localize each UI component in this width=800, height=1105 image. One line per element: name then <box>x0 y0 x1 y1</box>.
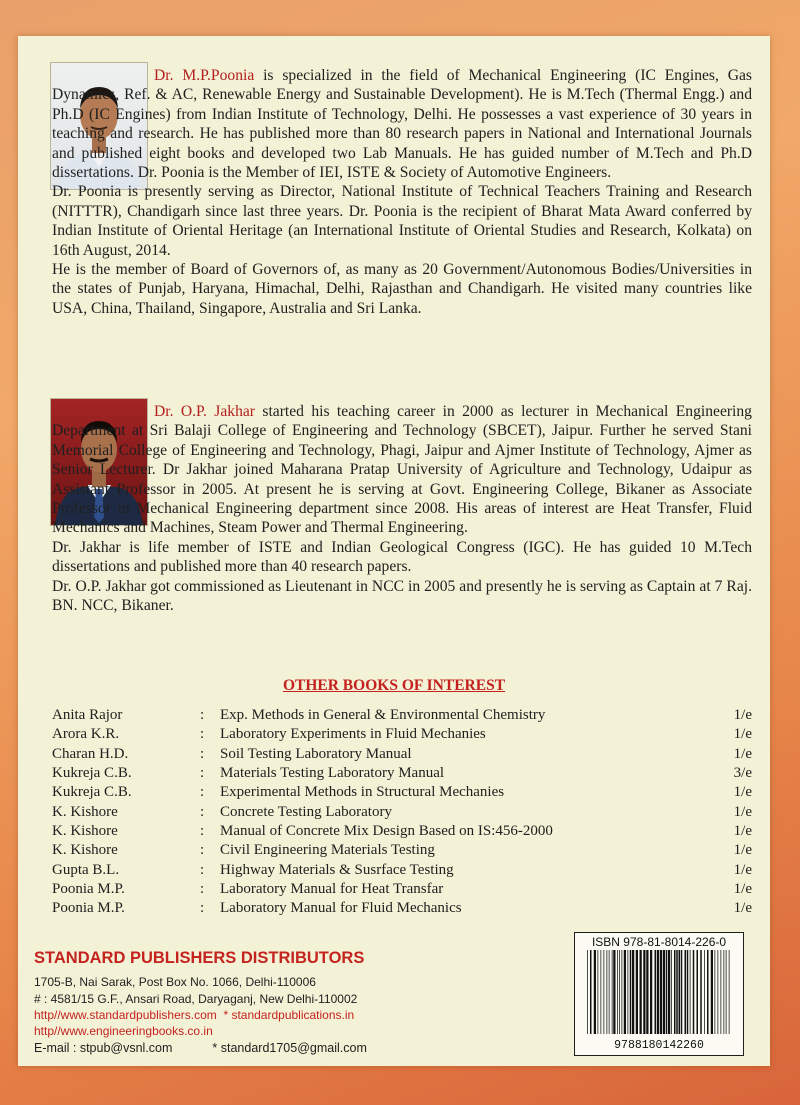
barcode-bar <box>609 950 610 1034</box>
barcode-bar <box>685 950 687 1034</box>
book-edition: 1/e <box>733 803 752 820</box>
book-author: Poonia M.P. <box>52 880 125 897</box>
book-separator: : <box>200 822 205 839</box>
barcode-bar <box>655 950 657 1034</box>
book-title: Laboratory Manual for Heat Transfar <box>220 880 444 897</box>
book-author: Poonia M.P. <box>52 900 125 917</box>
barcode-bar <box>622 950 623 1034</box>
book-author: Kukreja C.B. <box>52 784 132 801</box>
barcode-bar <box>601 950 602 1034</box>
barcode-bar <box>676 950 678 1034</box>
barcode-bar <box>666 950 668 1034</box>
barcode-bar <box>646 950 648 1034</box>
barcode-bar <box>643 950 645 1034</box>
author-name-poonia: Dr. M.P.Poonia <box>154 67 255 84</box>
bio-poonia <box>52 66 752 318</box>
books-table <box>52 706 752 918</box>
book-edition: 1/e <box>733 900 752 917</box>
barcode-bar <box>628 950 629 1034</box>
barcode-bar <box>671 950 672 1034</box>
book-separator: : <box>200 842 205 859</box>
publisher-email-line <box>34 1041 367 1055</box>
barcode-bar <box>617 950 618 1034</box>
isbn-label: ISBN 978-81-8014-226-0 <box>591 935 727 949</box>
book-row <box>52 764 752 783</box>
barcode-bar <box>632 950 634 1034</box>
barcode-bar <box>681 950 683 1034</box>
book-title: Concrete Testing Laboratory <box>220 803 392 820</box>
book-edition: 1/e <box>733 842 752 859</box>
barcode-graphic <box>585 950 733 1036</box>
bio-jakhar <box>52 402 752 615</box>
barcode-bar <box>711 950 713 1034</box>
barcode-bar <box>726 950 727 1034</box>
barcode-bar <box>657 950 659 1034</box>
barcode-bar <box>700 950 702 1034</box>
barcode-bar <box>613 950 615 1034</box>
bio-poonia-para2: Dr. Poonia is presently serving as Director, National Institute of Technical Teachers Training and Research (NITTTR), Chandigarh since last three years. Dr. Poonia is the recipient of Bharat Mata Award conferred by Indian Institute of Oriental Heritage (an International Institute of Oriental Studies and Research, Kolkata) on 16th August, 2014. <box>52 183 752 259</box>
other-books-heading: OTHER BOOKS OF INTEREST <box>282 677 506 694</box>
book-edition: 1/e <box>733 880 752 897</box>
barcode-bar <box>679 950 681 1034</box>
book-author: Kukreja C.B. <box>52 765 132 782</box>
book-edition: 3/e <box>733 765 752 782</box>
bio-jakhar-para1: Dr. O.P. Jakhar started his teaching career in 2000 as lecturer in Mechanical Engineering Department at Sri Balaji College of Engineering and Technology (SBCET), Jaipur. Further he served Stani Memorial College of Engineering and Technology, Phagi, Jaipur and Ajmer Institute of Technology, Ajmer as Senior Lecturer. Dr Jakhar joined Maharana Pratap University of Agriculture and Technology, Udaipur as Assistant Professor in 2005. At present he is serving at Govt. Engineering College, Bikaner as Associate Professor in Mechanical Engineering department since 2008. His areas of interest are Heat Transfer, Fluid Mechanics and Machines, Steam Power and Thermal Engineering. <box>52 403 752 537</box>
book-author: K. Kishore <box>52 803 118 820</box>
barcode-bar <box>660 950 662 1034</box>
book-title: Experimental Methods in Structural Mechanies <box>220 784 505 801</box>
publisher-website-1b[interactable]: * standardpublications.in <box>223 1008 355 1022</box>
book-separator: : <box>200 726 205 743</box>
book-title: Highway Materials & Susrface Testing <box>220 861 454 878</box>
book-separator: : <box>200 803 205 820</box>
barcode-bar <box>650 950 652 1034</box>
book-separator: : <box>200 861 205 878</box>
barcode-bar <box>715 950 716 1034</box>
book-author: Arora K.R. <box>52 726 120 743</box>
barcode-bar <box>724 950 725 1034</box>
publisher-website-1[interactable]: http//www.standardpublishers.com <box>34 1008 217 1022</box>
publisher-website-2[interactable]: http//www.engineeringbooks.co.in <box>34 1024 213 1038</box>
publisher-email[interactable]: E-mail : stpub@vsnl.com <box>34 1041 173 1055</box>
barcode-number: 9788180142260 <box>614 1039 704 1052</box>
book-row <box>52 725 752 744</box>
barcode-bar <box>721 950 722 1034</box>
publisher-address-1: 1705-B, Nai Sarak, Post Box No. 1066, Delhi-110006 <box>34 975 316 989</box>
barcode-bar <box>624 950 626 1034</box>
barcode-bar <box>640 950 642 1034</box>
barcode-bar <box>690 950 691 1034</box>
book-author: Charan H.D. <box>52 745 129 762</box>
book-row <box>52 841 752 860</box>
book-author: Gupta B.L. <box>52 861 120 878</box>
book-title: Materials Testing Laboratory Manual <box>220 765 445 782</box>
barcode-bar <box>668 950 670 1034</box>
barcode-bar <box>697 950 699 1034</box>
book-title: Laboratory Manual for Fluid Mechanics <box>220 900 462 917</box>
barcode-bar <box>729 950 730 1034</box>
book-title: Laboratory Experiments in Fluid Mechanies <box>220 726 486 743</box>
book-separator: : <box>200 745 205 762</box>
publisher-email-2[interactable]: * standard1705@gmail.com <box>212 1041 367 1055</box>
barcode-bar <box>663 950 665 1034</box>
book-separator: : <box>200 880 205 897</box>
book-title: Exp. Methods in General & Environmental Chemistry <box>220 707 546 724</box>
bio-poonia-para3: He is the member of Board of Governors of, as many as 20 Government/Autonomous Bodies/Universities in the states of Punjab, Haryana, Himachal, Delhi, Rajasthan and Chandigarh. He visited many countries like USA, China, Thailand, Singapore, Australia and Sri Lanka. <box>52 261 752 317</box>
bio-jakhar-para2: Dr. Jakhar is life member of ISTE and Indian Geological Congress (IGC). He has guided 10 M.Tech dissertations and published more than 40 research papers. <box>52 538 752 576</box>
barcode-bar <box>619 950 620 1034</box>
publisher-name: STANDARD PUBLISHERS DISTRIBUTORS <box>34 949 365 967</box>
isbn-barcode-box <box>574 932 744 1056</box>
bio-jakhar-para3: Dr. O.P. Jakhar got commissioned as Lieutenant in NCC in 2005 and presently he is serving as Captain at 7 Raj. BN. NCC, Bikaner. <box>52 577 752 615</box>
book-row <box>52 880 752 899</box>
barcode-bar <box>598 950 599 1034</box>
publisher-address-2: # : 4581/15 G.F., Ansari Road, Daryaganj, New Delhi-110002 <box>34 992 358 1006</box>
barcode-bar <box>674 950 676 1034</box>
barcode-bar <box>693 950 695 1034</box>
book-row <box>52 899 752 918</box>
book-row <box>52 860 752 879</box>
book-title: Civil Engineering Materials Testing <box>220 842 435 859</box>
book-row <box>52 783 752 802</box>
back-cover-panel <box>18 36 770 1066</box>
book-row <box>52 745 752 764</box>
publisher-website-line <box>34 1008 354 1022</box>
book-separator: : <box>200 900 205 917</box>
book-title: Manual of Concrete Mix Design Based on IS:456-2000 <box>220 822 553 839</box>
book-edition: 1/e <box>733 707 752 724</box>
barcode-bar <box>630 950 632 1034</box>
book-title: Soil Testing Laboratory Manual <box>220 745 412 762</box>
barcode-bar <box>604 950 605 1034</box>
barcode-bar <box>636 950 638 1034</box>
barcode-bar <box>594 950 596 1034</box>
book-edition: 1/e <box>733 861 752 878</box>
book-separator: : <box>200 765 205 782</box>
book-author: Anita Rajor <box>52 707 123 724</box>
barcode-bar <box>687 950 689 1034</box>
book-author: K. Kishore <box>52 822 118 839</box>
book-row <box>52 822 752 841</box>
book-row <box>52 706 752 725</box>
book-author: K. Kishore <box>52 842 118 859</box>
barcode-bar <box>590 950 592 1034</box>
bio-poonia-para1: Dr. M.P.Poonia is specialized in the field of Mechanical Engineering (IC Engines, Gas Dynamics, Ref. & AC, Renewable Energy and Sustainable Development). He is M.Tech (Thermal Engg.) and Ph.D (IC Engines) from Indian Institute of Technology, Delhi. He possesses a vast experience of 30 years in teaching and research. He has published more than 80 research papers in National and International Journals and published eight books and developed two Lab Manuals. He has guided number of M.Tech and Ph.D dissertations. Dr. Poonia is the Member of IEI, ISTE & Society of Automotive Engineers. <box>52 67 752 182</box>
book-separator: : <box>200 784 205 801</box>
barcode-bar <box>704 950 705 1034</box>
barcode-bar <box>707 950 709 1034</box>
barcode-bar <box>612 950 613 1034</box>
barcode-bar <box>607 950 608 1034</box>
book-separator: : <box>200 707 205 724</box>
author-name-jakhar: Dr. O.P. Jakhar <box>154 403 255 420</box>
barcode-bar <box>718 950 719 1034</box>
book-edition: 1/e <box>733 784 752 801</box>
book-edition: 1/e <box>733 822 752 839</box>
book-edition: 1/e <box>733 745 752 762</box>
book-edition: 1/e <box>733 726 752 743</box>
book-row <box>52 802 752 821</box>
barcode-bar <box>587 950 588 1034</box>
